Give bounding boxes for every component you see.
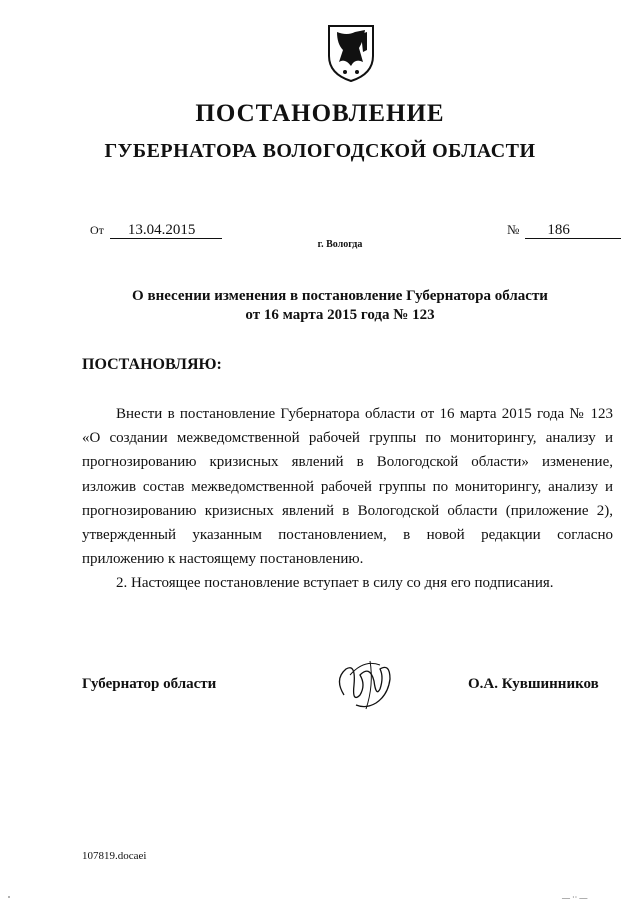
number-value: 186 bbox=[525, 222, 621, 239]
document-title: ПОСТАНОВЛЕНИЕ bbox=[195, 100, 445, 127]
number-label: № bbox=[507, 222, 520, 237]
body-paragraph-2: 2. Настоящее постановление вступает в силу со дня его подписания. bbox=[116, 575, 554, 592]
handwritten-signature bbox=[330, 655, 404, 713]
date-value: 13.04.2015 bbox=[110, 222, 222, 239]
coat-of-arms-emblem bbox=[325, 22, 377, 84]
scan-corner-mark: — ·· — bbox=[562, 893, 588, 902]
decree-heading: ПОСТАНОВЛЯЮ: bbox=[82, 356, 222, 373]
subject-line-1: О внесении изменения в постановление Губернатора области bbox=[132, 288, 548, 304]
body-paragraph-1: Внести в постановление Губернатора области от 16 марта 2015 года № 123 «О создании межведомственной рабочей группы по мониторингу, анализу и прогнозированию кризисных явлений в Вологодской области» изменение, изложив состав межведомственной рабочей группы по мониторингу, анализу и прогнозированию кризисных явлений в Вологодской области (приложение 2), утвержденный указанным постановлением, в новой редакции согласно приложению к настоящему постановлению. bbox=[82, 406, 613, 568]
scan-dot bbox=[8, 896, 10, 898]
document-date bbox=[90, 222, 222, 239]
signatory-name: О.А. Кувшинников bbox=[468, 676, 599, 692]
signatory-position: Губернатор области bbox=[82, 676, 217, 692]
document-reference: 107819.docaei bbox=[82, 850, 147, 862]
document-subject bbox=[80, 287, 600, 325]
document-city: г. Вологда bbox=[317, 239, 363, 250]
document-subtitle: ГУБЕРНАТОРА ВОЛОГОДСКОЙ ОБЛАСТИ bbox=[104, 140, 536, 162]
document-number bbox=[507, 222, 621, 239]
signature-icon bbox=[330, 655, 404, 713]
date-label: От bbox=[90, 223, 104, 237]
document-body bbox=[82, 402, 613, 596]
vologda-coat-of-arms-icon bbox=[325, 22, 377, 84]
subject-line-2: от 16 марта 2015 года № 123 bbox=[245, 307, 435, 323]
